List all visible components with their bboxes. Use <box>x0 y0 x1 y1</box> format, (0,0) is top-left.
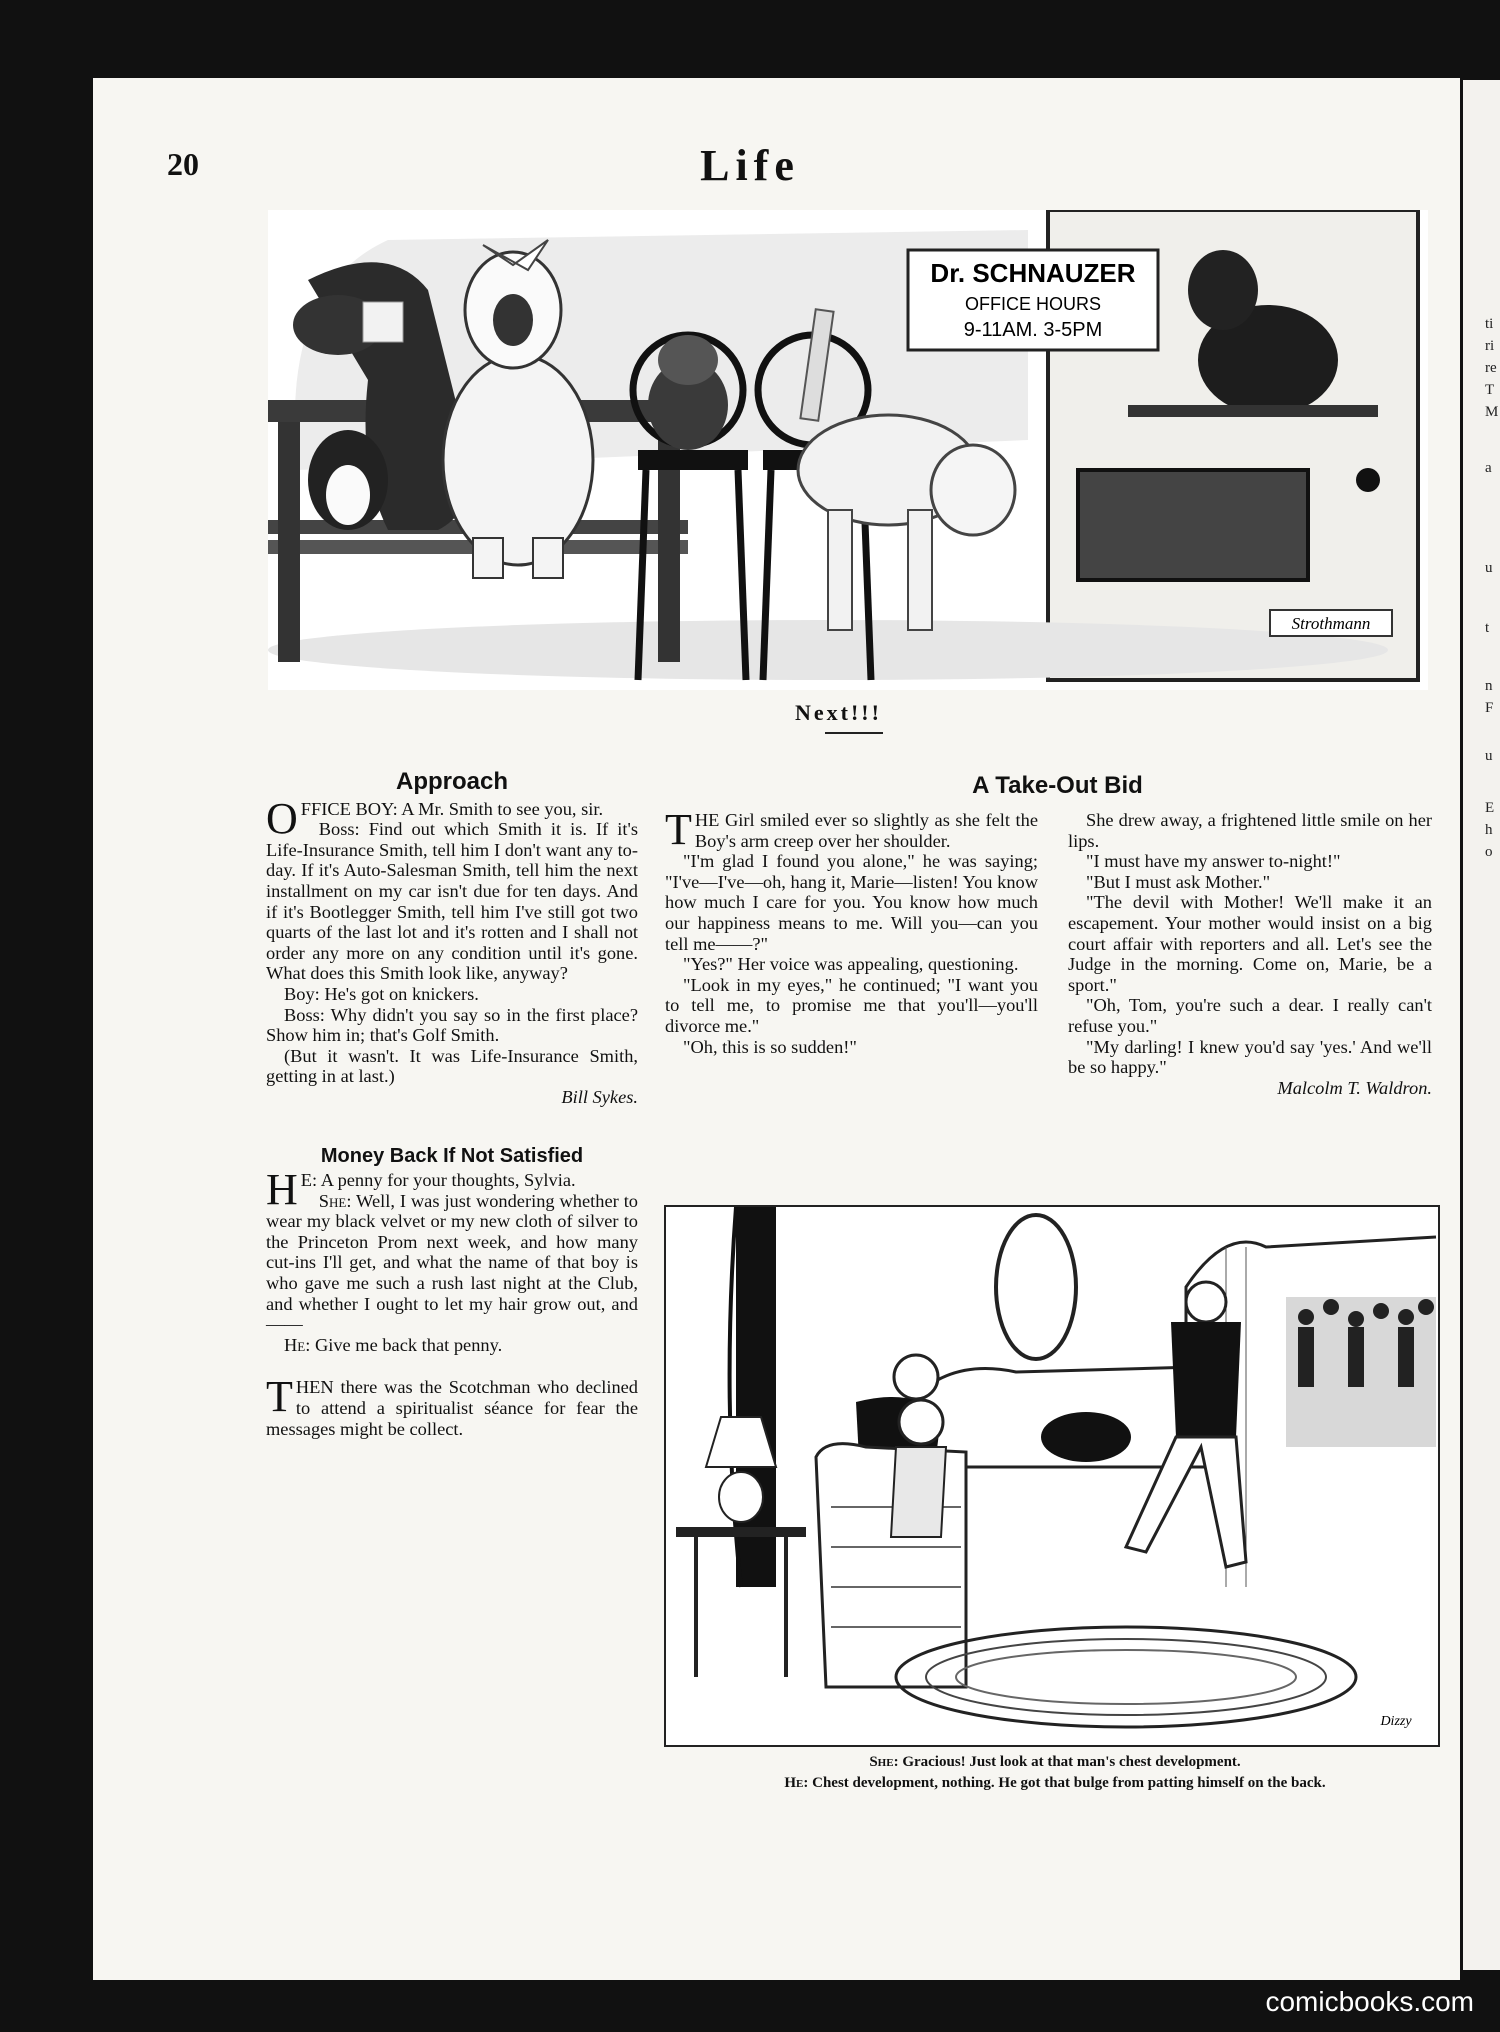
strip-fragment: M <box>1485 404 1499 420</box>
approach-para: Boy: He's got on knickers. <box>284 983 479 1004</box>
takeout-para: "The devil with Mother! We'll make it an escapement. Your mother would insist on a big court affair with reporters and all. Let's see the Judge in the morning. Come on, Marie, be a sport." <box>1068 892 1432 995</box>
takeout-title: A Take-Out Bid <box>972 772 1143 799</box>
strip-fragment: u <box>1485 560 1493 576</box>
strip-fragment: re <box>1485 360 1497 376</box>
strip-fragment: F <box>1485 700 1494 716</box>
takeout-para: "But I must ask Mother." <box>1086 871 1271 892</box>
strip-fragment: E <box>1485 800 1495 816</box>
takeout-para: THE Girl smiled ever so slightly as she felt the Boy's arm creep over her shoulder. <box>665 805 1038 854</box>
caption-rule <box>825 732 883 734</box>
approach-para: OFFICE BOY: A Mr. Smith to see you, sir. <box>266 793 604 843</box>
takeout-author: Malcolm T. Waldron. <box>1277 1077 1432 1098</box>
takeout-para: "Oh, Tom, you're such a dear. I really can't refuse you." <box>1068 995 1432 1036</box>
illustration-caption: Next!!! <box>795 700 882 725</box>
takeout-para: "I must have my answer to-night!" <box>1086 851 1341 872</box>
ballroom-cartoon <box>664 1205 1440 1747</box>
strip-fragment: ti <box>1485 316 1494 332</box>
approach-para: Boss: Find out which Smith it is. If it's Life-Insurance Smith, tell him I don't want any to-day. If it's Auto-Salesman Smith, tell him the next installment on my car isn't due for ten days. And if it's Bootlegger Smith, tell him I've still got two quarts of the last lot and it's rotten and I shall not order any more on any condition until it's gone. What does this Smith look like, anyway? <box>266 819 638 984</box>
strip-fragment: t <box>1485 620 1490 636</box>
strip-fragment: n <box>1485 678 1493 694</box>
takeout-para: "My darling! I knew you'd say 'yes.' And we'll be so happy." <box>1068 1036 1432 1078</box>
masthead: Life <box>700 141 800 190</box>
money-back-title: Money Back If Not Satisfied <box>320 1144 584 1167</box>
waiting-room-drawing <box>268 210 1428 690</box>
cartoon-caption <box>660 1752 1450 1794</box>
waiting-room-illustration <box>268 210 1428 690</box>
strip-fragment: u <box>1485 748 1493 764</box>
takeout-para: "I'm glad I found you alone," he was saying; "I've—I've—oh, hang it, Marie—listen! You know how much I care for you. You know how much our happiness means to me. Will you—can you tell me——?" <box>665 851 1038 954</box>
takeout-col-1 <box>665 805 1038 1057</box>
site-watermark: comicbooks.com <box>1265 1986 1474 2017</box>
sign-line-3: 9-11AM. 3-5PM <box>963 319 1103 341</box>
strip-fragment: T <box>1485 382 1495 398</box>
money-back-para: H E: A penny for your thoughts, Sylvia. <box>266 1165 576 1215</box>
sign-line-2: OFFICE HOURS <box>964 294 1102 314</box>
drop-cap: T <box>665 805 692 854</box>
caption-she-line: She: Gracious! Just look at that man's chest development. <box>869 1754 1241 1770</box>
strip-fragment: o <box>1485 844 1493 860</box>
cartoon-signature: Dizzy <box>1380 1714 1412 1729</box>
takeout-para: "Look in my eyes," he continued; "I want you to tell me, to promise me that you'll—you'll divorce me." <box>665 974 1038 1036</box>
takeout-para: "Yes?" Her voice was appealing, questioning. <box>683 954 1019 975</box>
drop-cap: O <box>266 793 298 843</box>
drop-cap: H <box>266 1165 298 1215</box>
strip-fragment: h <box>1485 822 1493 838</box>
approach-author: Bill Sykes. <box>561 1086 638 1107</box>
strip-fragment: ri <box>1485 338 1495 354</box>
drop-cap: T <box>266 1372 293 1422</box>
scotchman-para: THEN there was the Scotchman who declined to attend a spiritualist séance for fear the messages might be collect. <box>266 1372 638 1439</box>
strip-fragment: a <box>1485 460 1492 476</box>
page-number: 20 <box>167 146 199 182</box>
approach-para: Boss: Why didn't you say so in the first place? Show him in; that's Golf Smith. <box>266 1004 638 1046</box>
sign-line-1: Dr. SCHNAUZER <box>930 258 1136 288</box>
approach-title: Approach <box>395 768 508 795</box>
money-back-para: She: Well, I was just wondering whether to wear my black velvet or my new cloth of silver to the Princeton Prom next week, and how many cut-ins I'll get, and what the name of that boy is who gave me such a rush last night at the Club, and whether I ought to let my hair grow out, and—— <box>266 1190 638 1335</box>
left-column <box>266 768 638 1439</box>
caption-he-line: He: Chest development, nothing. He got that bulge from patting himself on the back. <box>784 1775 1326 1791</box>
takeout-col-2 <box>1068 810 1432 1098</box>
adjacent-page-strip <box>1463 80 1500 1970</box>
takeout-para: "Oh, this is so sudden!" <box>683 1036 857 1057</box>
illustration-signature: Strothmann <box>1291 614 1371 633</box>
money-back-para: He: Give me back that penny. <box>284 1334 503 1355</box>
ballroom-drawing <box>666 1207 1438 1745</box>
approach-para: (But it wasn't. It was Life-Insurance Smith, getting in at last.) <box>266 1045 638 1087</box>
takeout-para: She drew away, a frightened little smile on her lips. <box>1068 810 1432 851</box>
